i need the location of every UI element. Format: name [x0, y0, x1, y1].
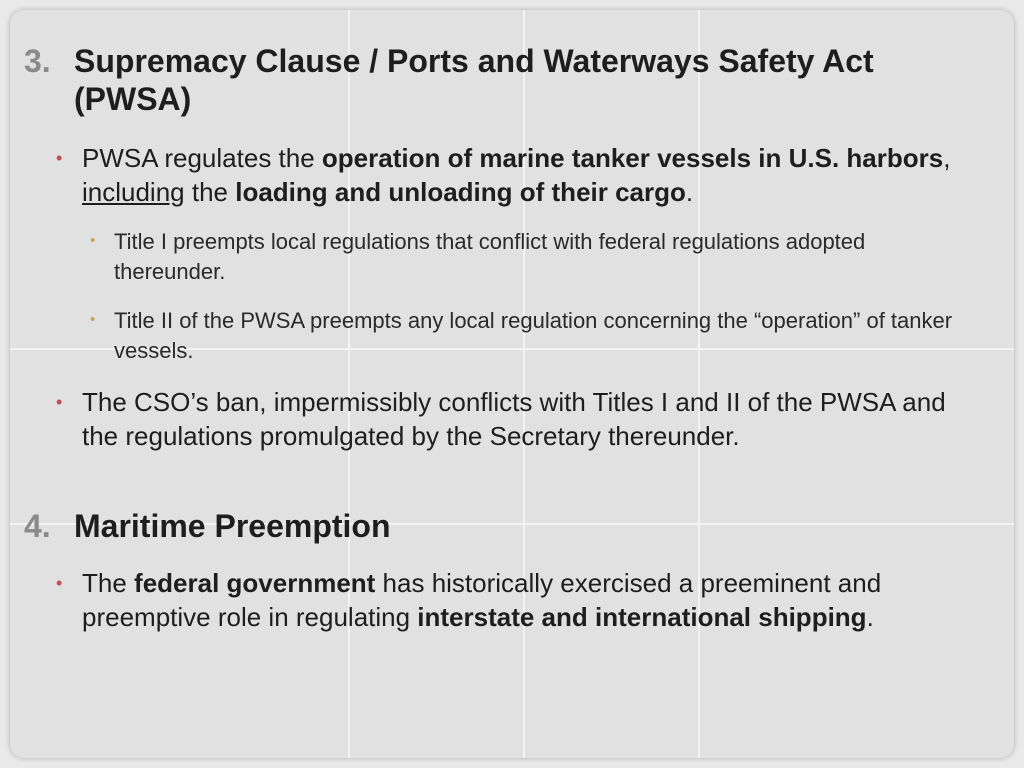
sub-bullet-text: Title I preempts local regulations that conflict with federal regulations adopted thereunder.: [114, 229, 866, 284]
text-run: PWSA regulates the: [82, 143, 322, 173]
section-number: 4.: [24, 508, 51, 544]
sub-bullet-item: [90, 227, 980, 287]
bold-text: loading and unloading of their cargo: [235, 177, 686, 207]
section-heading-3: [24, 42, 984, 118]
text-run: .: [866, 602, 874, 632]
sub-bullet-text: Title II of the PWSA preempts any local regulation concerning the “operation” of tanker vessels.: [114, 308, 953, 363]
slide-content: [10, 10, 1014, 758]
bullet-icon: •: [90, 232, 96, 249]
underlined-text: including: [82, 177, 185, 207]
text-run: ,: [943, 143, 951, 173]
bold-text: interstate and international shipping: [417, 602, 867, 632]
bullet-text: [82, 141, 956, 209]
section-title: Maritime Preemption: [74, 508, 391, 544]
bullet-text: [82, 566, 956, 634]
section-title: Supremacy Clause / Ports and Waterways Safety Act (PWSA): [74, 43, 874, 117]
bold-text: operation of marine tanker vessels in U.S. harbors: [321, 143, 944, 173]
bullet-item: [56, 385, 956, 453]
sub-bullet-item: [90, 306, 980, 366]
bullet-icon: •: [56, 392, 63, 412]
bullet-icon: •: [56, 573, 63, 593]
text-run: the: [184, 177, 236, 207]
bullet-item: [56, 141, 956, 209]
text-run: has historically exercised a preeminent and preemptive role in regulating: [82, 568, 882, 632]
bullet-icon: •: [56, 148, 63, 168]
bullet-text: The CSO’s ban, impermissibly conflicts with Titles I and II of the PWSA and the regulations promulgated by the Secretary thereunder.: [82, 387, 946, 451]
section-number: 3.: [24, 43, 51, 79]
section-heading-4: [24, 507, 984, 545]
bold-text: federal government: [134, 568, 376, 598]
text-run: .: [685, 177, 694, 207]
bullet-item: [56, 566, 956, 634]
bullet-icon: •: [90, 311, 96, 328]
slide: [10, 10, 1014, 758]
text-run: The: [82, 568, 135, 598]
